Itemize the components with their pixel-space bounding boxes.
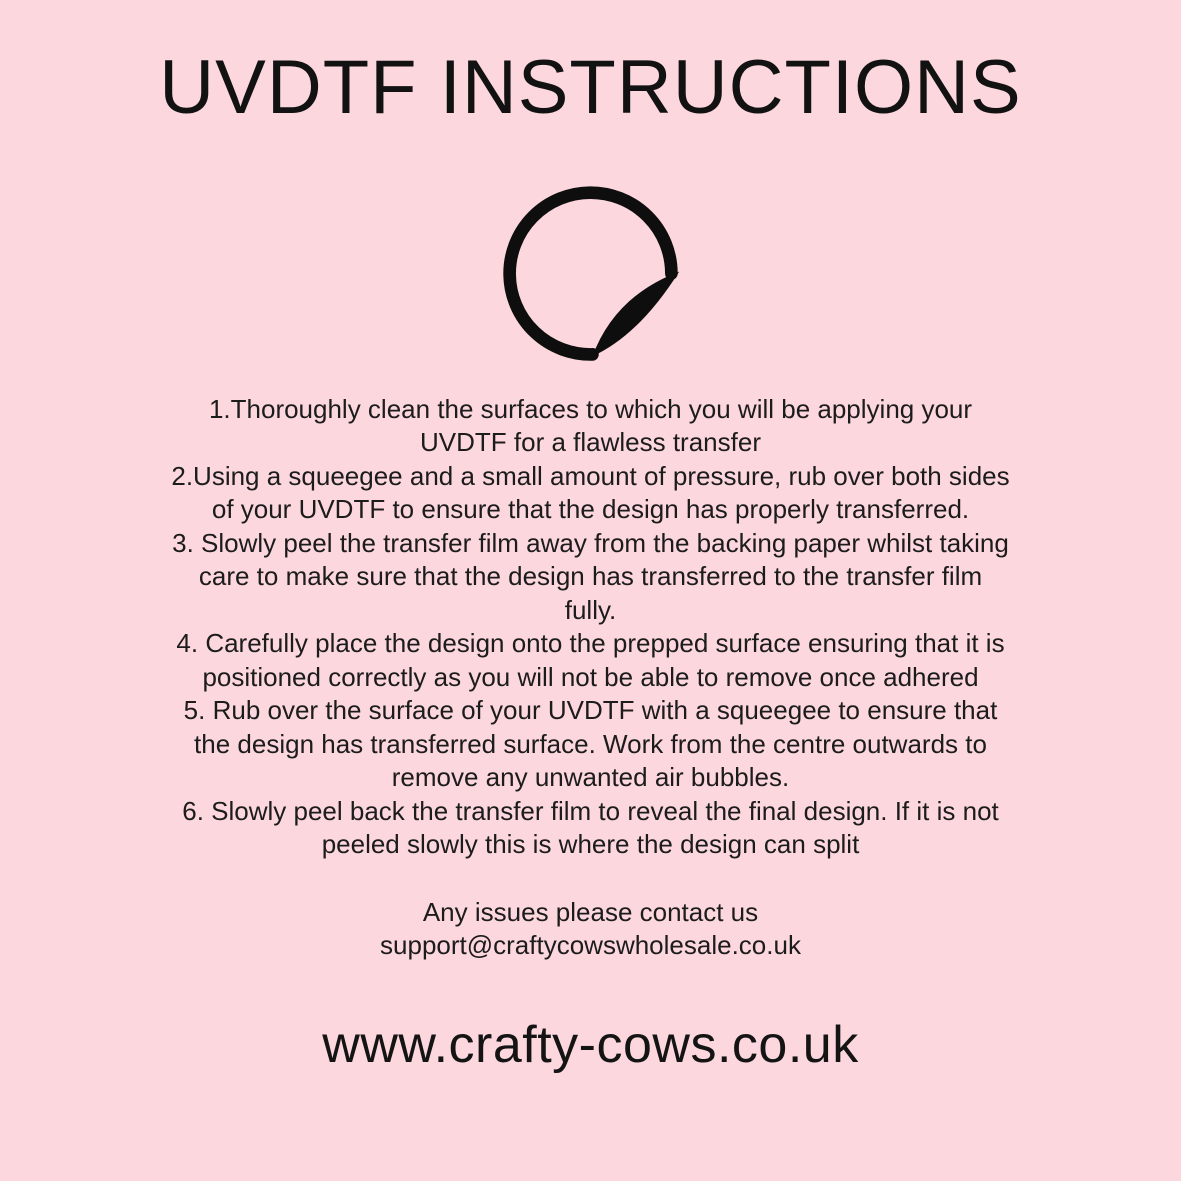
instruction-item: 4. Carefully place the design onto the prepped surface ensuring that it is positioned correctly as you will not be able to remove once adhered (176, 628, 1005, 692)
website-url: www.crafty-cows.co.uk (322, 1015, 859, 1074)
contact-line: Any issues please contact us (422, 896, 759, 927)
instructions-list (171, 393, 1011, 862)
sticker-peel-icon (493, 179, 688, 369)
instruction-item: 6. Slowly peel back the transfer film to reveal the final design. If it is not peeled slowly this is where the design can split (182, 795, 999, 860)
instruction-item: 5. Rub over the surface of your UVDTF with a squeegee to ensure that the design has transferred surface. Work from the centre outwards to remove any unwanted air bubbles. (183, 695, 998, 793)
instruction-item: 2.Using a squeegee and a small amount of pressure, rub over both sides of your UVDTF to ensure that the design has properly transferred. (171, 460, 1010, 525)
instruction-item: 3. Slowly peel the transfer film away from the backing paper whilst taking care to make sure that the design has transferred to the transfer film fully. (172, 527, 1009, 625)
icon-container (0, 179, 1181, 369)
instruction-item: 1.Thoroughly clean the surfaces to which you will be applying your UVDTF for a flawless transfer (208, 393, 973, 458)
contact-block (171, 896, 1011, 963)
contact-email: support@craftycowswholesale.co.uk (380, 930, 801, 961)
page-title: UVDTF INSTRUCTIONS (159, 45, 1022, 130)
